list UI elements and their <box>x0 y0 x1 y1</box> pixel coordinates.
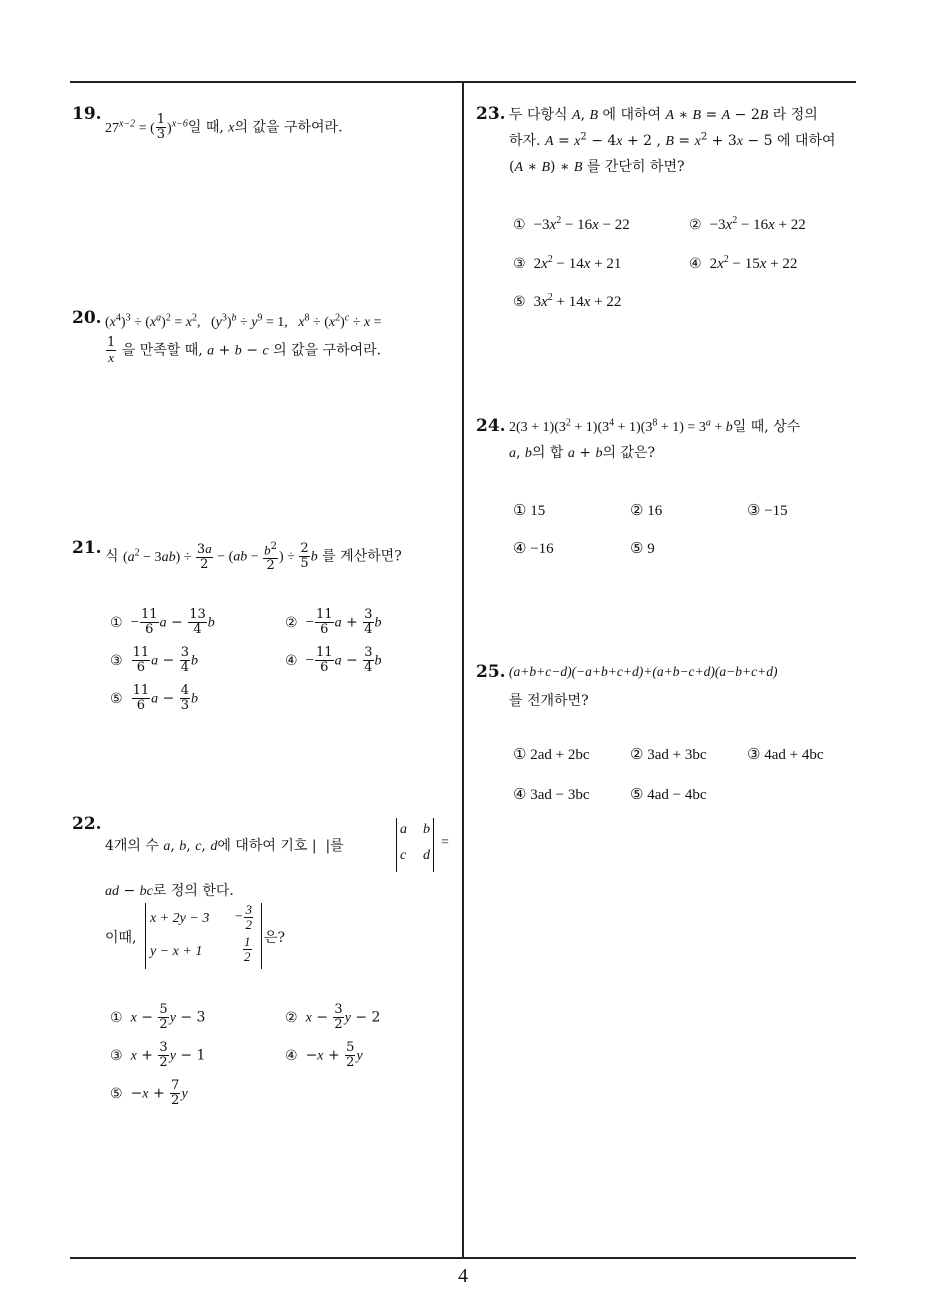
problem-text-line2: a, b의 합 a + b의 값은? <box>509 445 656 461</box>
problem-text-line2: 를 전개하면? <box>509 693 589 709</box>
choice-3[interactable]: ③ −15 <box>747 503 788 519</box>
choice-2[interactable]: ② $-3x^2 - 16x + 22$ <box>689 215 806 233</box>
choice-4[interactable]: ④ −16 <box>513 541 554 557</box>
problem-text: $27^{x-2}$ = ( $\frac{1}{3}$ )$^{x-6}$일 때, x의 값을 구하여라. <box>105 112 343 142</box>
choice-1[interactable]: ① 15 <box>513 503 546 519</box>
problem-text-line1: $2(3 + 1)(3^2 + 1)(3^4 + 1)(3^8 + 1) = 3^a + b$일 때, 상수 <box>509 417 801 435</box>
choice-3[interactable]: ③ x + $\frac{3}{2}$ y − 1 <box>110 1040 206 1070</box>
problem-number: 19. <box>72 104 102 124</box>
problem-text-line3-prefix: 이때, <box>105 930 137 946</box>
problem-text-line3: (A ∗ B) ∗ B 를 간단히 하면? <box>509 159 685 175</box>
choice-4[interactable]: ④ $2x^2 - 15x + 22$ <box>689 254 798 272</box>
choice-5[interactable]: ⑤ 4ad − 4bc <box>630 787 707 803</box>
choice-1[interactable]: ① − $\frac{11}{6}$ a − $\frac{13}{4}$ b <box>110 607 215 637</box>
choice-2[interactable]: ② − $\frac{11}{6}$ a + $\frac{3}{4}$ b <box>285 607 382 637</box>
problem-text-line2: $\frac{1}{x}$ 을 만족할 때, a + b − c 의 값을 구하여라. <box>107 335 382 365</box>
problem-number: 23. <box>476 104 506 124</box>
problem-text-line1: $(x^4)^3 \div (x^a)^2 = x^2$, $(y^3)^b \div y^9 = 1$, $x^8 \div (x^2)^c \div x$ = <box>105 312 382 330</box>
choice-4[interactable]: ④ − $\frac{11}{6}$ a − $\frac{3}{4}$ b <box>285 645 382 675</box>
problem-text: 식 $(a^2 - 3ab)$ ÷ $\frac{3a}{2}$ − (ab − $\frac{b^2}{2}$ ) ÷ $\frac{2}{5}$ b 를 계산하면? <box>105 540 402 574</box>
column-divider <box>462 82 464 1258</box>
choice-4[interactable]: ④ 3ad − 3bc <box>513 787 590 803</box>
choice-3[interactable]: ③ $\frac{11}{6}$ a − $\frac{3}{4}$ b <box>110 645 199 675</box>
choice-5[interactable]: ⑤ 9 <box>630 541 655 557</box>
problem-text-line1: 4개의 수 a, b, c, d에 대하여 기호 | |를 <box>105 838 344 854</box>
choice-3[interactable]: ③ 4ad + 4bc <box>747 747 824 763</box>
page-number: 4 <box>458 1265 468 1287</box>
choice-1[interactable]: ① 2ad + 2bc <box>513 747 590 763</box>
determinant-definition: a b c d <box>396 818 434 872</box>
choice-1[interactable]: ① x − $\frac{5}{2}$ y − 3 <box>110 1002 206 1032</box>
problem-text-line2: ad − bc로 정의 한다. <box>105 883 234 899</box>
choice-1[interactable]: ① $-3x^2 - 16x - 22$ <box>513 215 630 233</box>
choice-2[interactable]: ② 3ad + 3bc <box>630 747 707 763</box>
bottom-rule <box>70 1257 856 1259</box>
problem-number: 20. <box>72 308 102 328</box>
problem-number: 22. <box>72 814 102 834</box>
problem-text-line2: 하자. $A = x^2 - 4x + 2$ , $B = x^2 + 3x - 5$ 에 대하여 <box>509 131 836 149</box>
choice-3[interactable]: ③ $2x^2 - 14x + 21$ <box>513 254 622 272</box>
choice-5[interactable]: ⑤ $3x^2 + 14x + 22$ <box>513 292 622 310</box>
problem-text-line1: 두 다항식 A, B 에 대하여 A ∗ B = A − 2B 라 정의 <box>509 107 818 123</box>
equals-sign: = <box>441 835 449 850</box>
choice-5[interactable]: ⑤ −x + $\frac{7}{2}$ y <box>110 1078 188 1108</box>
choice-2[interactable]: ② 16 <box>630 503 663 519</box>
problem-text-line3-suffix: 은? <box>264 930 286 946</box>
problem-number: 24. <box>476 416 506 436</box>
choice-4[interactable]: ④ −x + $\frac{5}{2}$ y <box>285 1040 363 1070</box>
problem-number: 25. <box>476 662 506 682</box>
determinant-problem: x + 2y − 3 − $\frac{3}{2}$ y − x + 1 $\frac{1}{2}$ <box>145 903 262 969</box>
choice-2[interactable]: ② x − $\frac{3}{2}$ y − 2 <box>285 1002 381 1032</box>
problem-text-line1: (a+b+c−d)(−a+b+c+d)+(a+b−c+d)(a−b+c+d) <box>509 664 778 679</box>
problem-number: 21. <box>72 538 102 558</box>
choice-5[interactable]: ⑤ $\frac{11}{6}$ a − $\frac{4}{3}$ b <box>110 683 199 713</box>
